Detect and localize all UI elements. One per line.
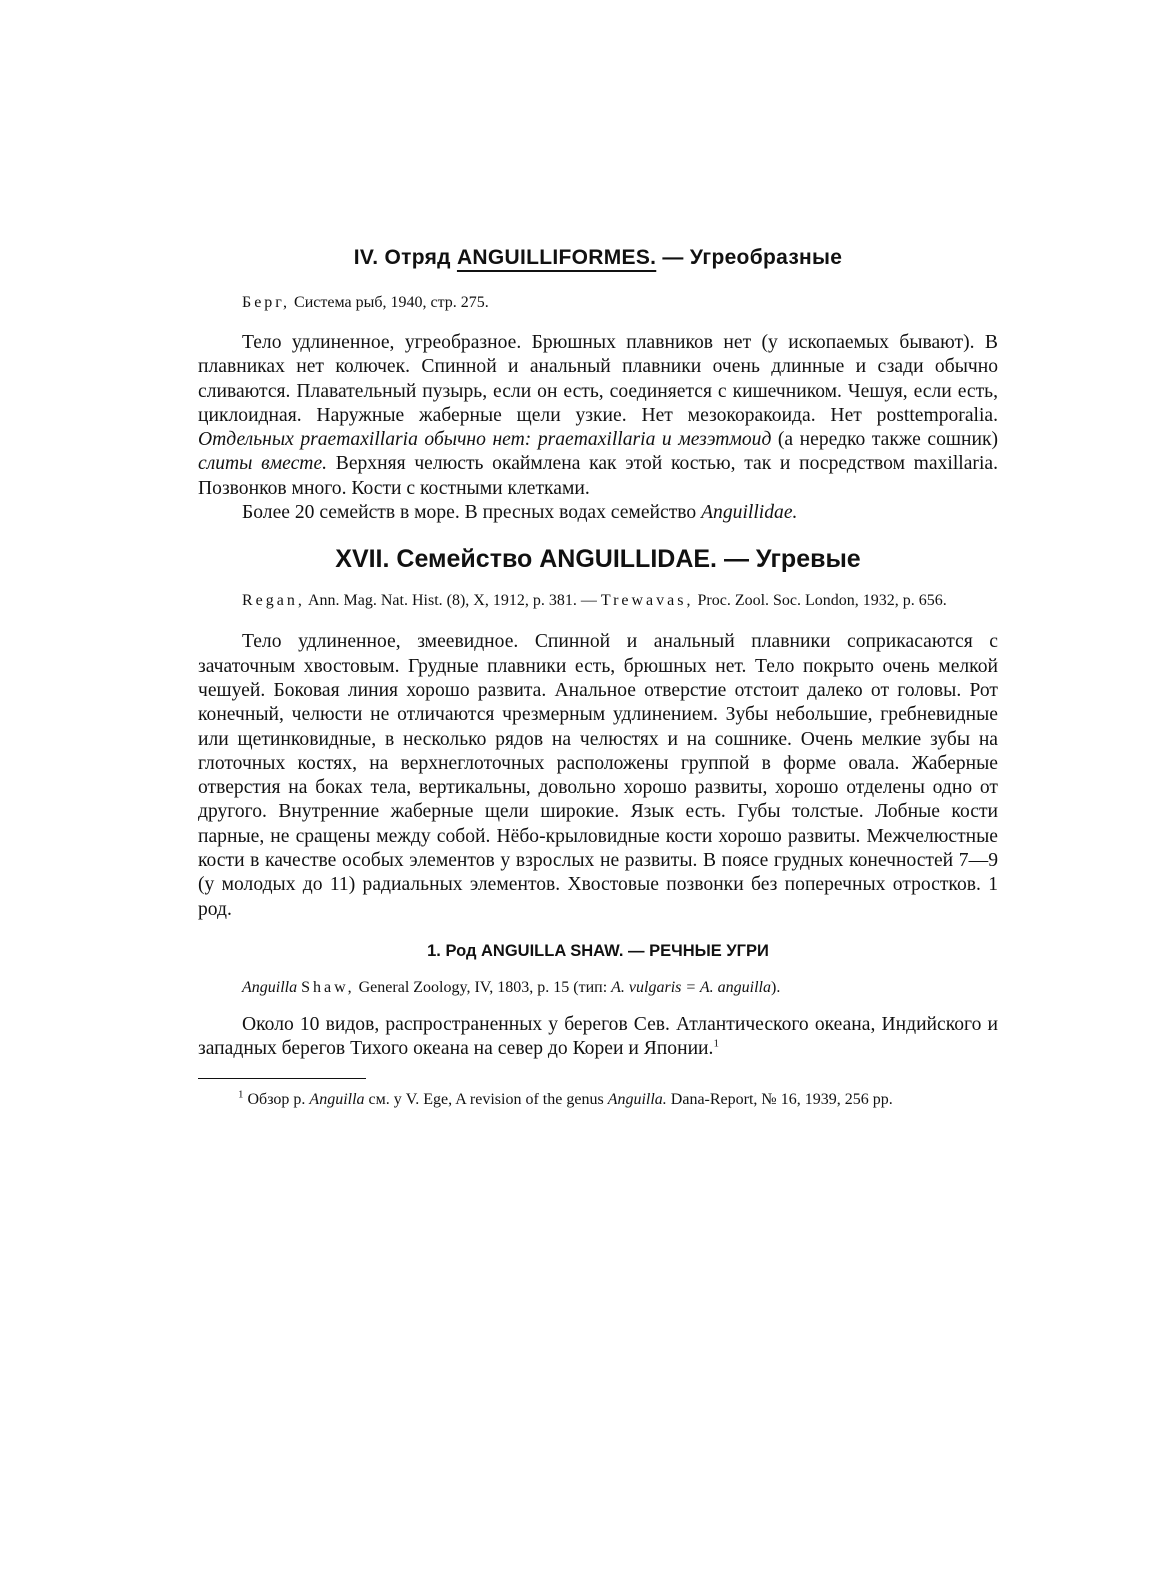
genus-desc-text: Около 10 видов, распространенных у берегов Сев. Атлантического океана, Индийского и западных берегов Тихого океана на север до Кореи и Японии. [198, 1013, 998, 1060]
genus-ref-type: A. vulgaris = A. anguilla [611, 978, 771, 996]
order-note-family: Anguillidae. [701, 502, 798, 524]
genus-ref-text-1: General Zoology, IV, 1803, p. 15 (тип: [354, 978, 612, 996]
genus-common-name: РЕЧНЫЕ УГРИ [649, 941, 769, 960]
genus-ref-author: Shaw, [301, 978, 355, 996]
family-ref-text-2: Proc. Zool. Soc. London, 1932, p. 656. [693, 592, 947, 610]
footnote-divider [198, 1078, 366, 1079]
family-name: ANGUILLIDAE. [539, 545, 717, 574]
genus-author: SHAW. [570, 941, 624, 960]
footnote-text-1: Обзор р. [243, 1090, 310, 1108]
family-ref-author-1: Regan, [242, 592, 305, 610]
order-reference [198, 292, 998, 314]
genus-ref-genus: Anguilla [242, 978, 298, 996]
order-desc-italic-1: Отдельных praemaxillaria обычно нет: praemaxillaria и мезэтмоид [198, 429, 772, 451]
order-ref-text: Система рыб, 1940, стр. 275. [290, 294, 489, 311]
order-dash: — [656, 246, 690, 269]
order-desc-part-3: Верхняя челюсть окаймлена как этой костью, так и посредством maxillaria. Позвонков много. Кости с костными клетками. [198, 453, 998, 499]
order-note [198, 501, 998, 525]
footnote-author: V. Ege, [405, 1090, 453, 1108]
genus-reference [198, 977, 998, 999]
footnote-text-4: Dana-Report, № 16, 1939, 256 pp. [666, 1090, 893, 1108]
family-description: Тело удлиненное, змеевидное. Спинной и анальный плавники соприкасаются с зачаточным хвостовым. Грудные плавники есть, брюшных нет. Тело покрыто очень мелкой чешуей. Боковая линия хорошо развита. Анальное отверстие отстоит далеко от головы. Рот конечный, челюсти не отличаются чрезмерным удлинением. Зубы небольшие, гребневидные или щетинковидные, в несколько рядов на челюстях и на сошнике. Очень мелкие зубы на глоточных костях, на верхнеглоточных расположены группой в форме овала. Жаберные отверстия на боках тела, вертикальны, довольно хорошо развиты, хорошо отделены одно от другого. Внутренние жаберные щели широкие. Язык есть. Губы толстые. Лобные кости парные, не сращены между собой. Нёбо-крыловидные кости хорошо развиты. Межчелюстные кости в качестве особых элементов у взрослых не развиты. В поясе грудных конечностей 7—9 (у молодых до 11) радиальных элементов. Хвостовые позвонки без поперечных отростков. 1 род. [198, 631, 998, 920]
order-label: Отряд [384, 246, 451, 269]
family-ref-author-2: Trewavas, [600, 592, 694, 610]
genus-label: Род [445, 941, 477, 960]
genus-number: 1. [427, 941, 441, 960]
family-ref-text-1: Ann. Mag. Nat. Hist. (8), X, 1912, p. 381. — [304, 592, 601, 610]
footnote-text-2: см. у [364, 1090, 406, 1108]
order-desc-part-2: (а нередко также сошник) [771, 429, 998, 451]
genus-description [198, 1013, 998, 1062]
order-description [198, 331, 998, 501]
genus-heading [198, 942, 998, 961]
order-desc-part-1: Тело удлиненное, угреобразное. Брюшных плавников нет (у ископаемых бывают). В плавниках нет колючек. Спинной и анальный плавники очень длинные и сзади обычно сливаются. Плавательный пузырь, если он есть, соединяется с кишечником. Чешуя, если есть, циклоидная. Наружные жаберные щели узкие. Нет мезокоракоида. Нет posttemporalia. [198, 332, 998, 426]
genus-dash: — [623, 941, 650, 960]
footnote [198, 1089, 998, 1111]
footnote-genus-2: Anguilla. [607, 1090, 667, 1108]
order-desc-italic-2: слиты вместе. [198, 453, 328, 475]
family-heading [198, 545, 998, 574]
family-reference [198, 590, 998, 612]
family-dash: — [717, 545, 756, 574]
footnote-marker[interactable]: 1 [713, 1037, 719, 1050]
order-common-name: Угреобразные [689, 246, 843, 269]
order-note-text: Более 20 семейств в море. В пресных водах семейство [242, 502, 702, 524]
document-page [198, 246, 998, 1111]
order-ref-author: Берг, [242, 294, 291, 311]
footnote-text-3: A revision of the genus [452, 1090, 608, 1108]
footnote-genus: Anguilla [309, 1090, 365, 1108]
family-label: Семейство [396, 545, 533, 574]
order-number: IV. [353, 246, 379, 269]
order-name: ANGUILLIFORMES. [456, 246, 657, 269]
footnote-number: 1 [238, 1088, 244, 1101]
genus-name: ANGUILLA [481, 941, 566, 960]
order-heading [198, 246, 998, 270]
family-number: XVII. [335, 545, 390, 574]
genus-ref-text-2: ). [771, 978, 781, 996]
family-common-name: Угревые [755, 545, 861, 574]
